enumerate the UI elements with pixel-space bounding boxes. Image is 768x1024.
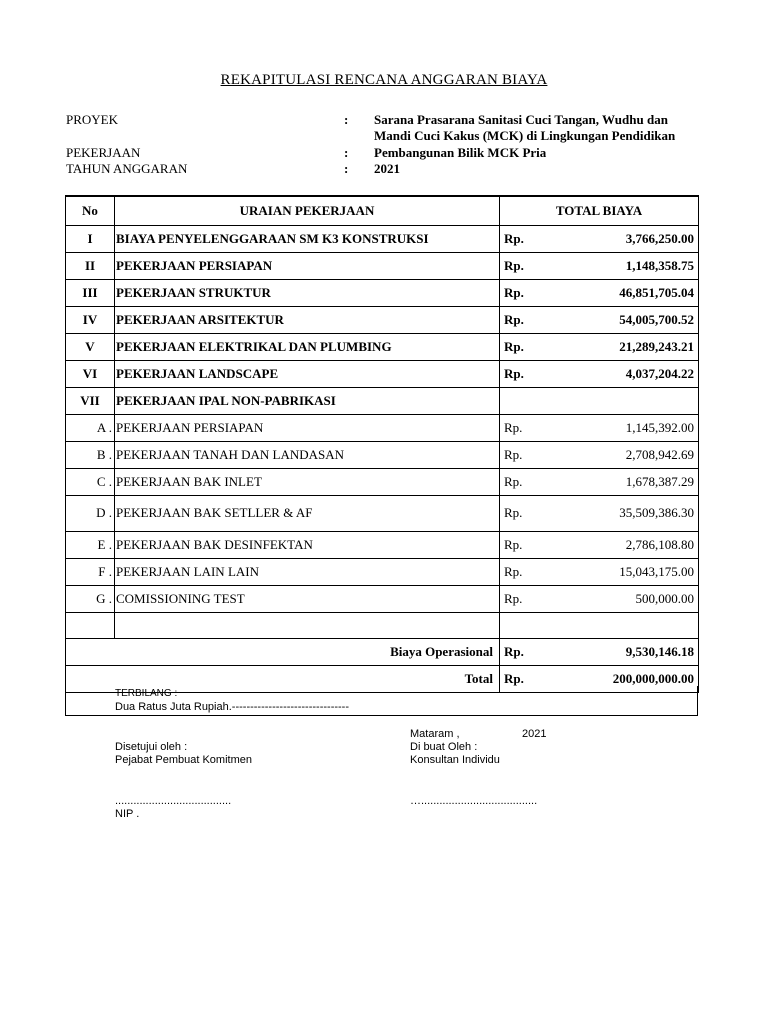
table-row [66, 306, 699, 333]
pekerjaan-colon: : [344, 145, 349, 160]
row-desc: PEKERJAAN ELEKTRIKAL DAN PLUMBING [115, 333, 500, 360]
row-rp: Rp. [500, 360, 550, 387]
approved-by-label: Disetujui oleh : [115, 741, 188, 753]
total-rp: Rp. [500, 665, 550, 692]
section-empty-total [500, 387, 699, 414]
sub-amount: 15,043,175.00 [550, 558, 699, 585]
sub-no: G . [66, 585, 115, 612]
row-desc: PEKERJAAN PERSIAPAN [115, 252, 500, 279]
row-rp: Rp. [500, 306, 550, 333]
sub-row [66, 414, 699, 441]
row-desc: PEKERJAAN ARSITEKTUR [115, 306, 500, 333]
row-desc: PEKERJAAN STRUKTUR [115, 279, 500, 306]
sub-desc: PEKERJAAN BAK DESINFEKTAN [115, 531, 500, 558]
proyek-colon: : [344, 112, 349, 127]
sub-amount: 1,145,392.00 [550, 414, 699, 441]
sub-no: D . [66, 495, 115, 531]
row-desc: PEKERJAAN LANDSCAPE [115, 360, 500, 387]
sub-row [66, 585, 699, 612]
row-amount: 3,766,250.00 [550, 225, 699, 252]
approver-title: Pejabat Pembuat Komitmen [115, 754, 252, 766]
section-row [66, 387, 699, 414]
sub-amount: 500,000.00 [550, 585, 699, 612]
header-no: No [66, 196, 115, 225]
sub-amount: 2,786,108.80 [550, 531, 699, 558]
row-rp: Rp. [500, 333, 550, 360]
sub-row [66, 441, 699, 468]
empty-cell-no [66, 612, 115, 638]
sub-amount: 35,509,386.30 [550, 495, 699, 531]
sub-no: A . [66, 414, 115, 441]
signature-place: Mataram , [410, 728, 460, 740]
terbilang-box [65, 686, 698, 716]
row-no: II [66, 252, 115, 279]
proyek-value: Sarana Prasarana Sanitasi Cuci Tangan, Wudhu dan Mandi Cuci Kakus (MCK) di Lingkungan Pendidikan [374, 112, 676, 143]
maker-title: Konsultan Individu [410, 754, 500, 766]
proyek-label: PROYEK [66, 112, 119, 127]
row-amount: 21,289,243.21 [550, 333, 699, 360]
table-header-row [66, 196, 699, 225]
empty-row [66, 612, 699, 638]
row-no: V [66, 333, 115, 360]
header-total: TOTAL BIAYA [500, 196, 699, 225]
sub-row [66, 531, 699, 558]
sub-row [66, 468, 699, 495]
table-row [66, 225, 699, 252]
sub-row [66, 495, 699, 531]
row-no: I [66, 225, 115, 252]
total-amount: 200,000,000.00 [550, 665, 699, 692]
row-no: IV [66, 306, 115, 333]
section-desc: PEKERJAAN IPAL NON-PABRIKASI [115, 387, 500, 414]
row-desc: BIAYA PENYELENGGARAAN SM K3 KONSTRUKSI [115, 225, 500, 252]
biaya-operasional-row [66, 638, 699, 665]
sub-rp: Rp. [500, 468, 550, 495]
biaya-operasional-label: Biaya Operasional [66, 638, 500, 665]
table-row [66, 360, 699, 387]
sub-desc: PEKERJAAN BAK SETLLER & AF [115, 495, 500, 531]
sub-rp: Rp. [500, 558, 550, 585]
pekerjaan-label: PEKERJAAN [66, 145, 141, 160]
row-amount: 4,037,204.22 [550, 360, 699, 387]
terbilang-label: TERBILANG : [115, 688, 178, 699]
sub-desc: PEKERJAAN LAIN LAIN [115, 558, 500, 585]
header-uraian: URAIAN PEKERJAAN [115, 196, 500, 225]
signature-year: 2021 [522, 728, 547, 740]
sub-row [66, 558, 699, 585]
sub-rp: Rp. [500, 531, 550, 558]
sub-no: E . [66, 531, 115, 558]
biaya-operasional-rp: Rp. [500, 638, 550, 665]
terbilang-text: Dua Ratus Juta Rupiah.-------------------------------- [115, 701, 350, 713]
row-no: III [66, 279, 115, 306]
approver-signature-line: ...................................... [115, 795, 232, 807]
row-no: VI [66, 360, 115, 387]
sub-amount: 2,708,942.69 [550, 441, 699, 468]
row-rp: Rp. [500, 225, 550, 252]
row-rp: Rp. [500, 252, 550, 279]
tahun-colon: : [344, 161, 349, 176]
sub-no: B . [66, 441, 115, 468]
sub-rp: Rp. [500, 495, 550, 531]
sub-amount: 1,678,387.29 [550, 468, 699, 495]
row-rp: Rp. [500, 279, 550, 306]
document-title: REKAPITULASI RENCANA ANGGARAN BIAYA [220, 72, 548, 88]
table-row [66, 333, 699, 360]
made-by-label: Di buat Oleh : [410, 741, 478, 753]
sub-no: F . [66, 558, 115, 585]
nip-label: NIP . [115, 808, 140, 820]
sub-desc: COMISSIONING TEST [115, 585, 500, 612]
biaya-operasional-amount: 9,530,146.18 [550, 638, 699, 665]
empty-cell-desc [115, 612, 500, 638]
total-label: Total [66, 665, 500, 692]
empty-cell-total [500, 612, 699, 638]
maker-signature-line: …...................................... [410, 795, 538, 807]
table-row [66, 252, 699, 279]
sub-rp: Rp. [500, 585, 550, 612]
tahun-label: TAHUN ANGGARAN [66, 161, 188, 176]
sub-desc: PEKERJAAN BAK INLET [115, 468, 500, 495]
sub-rp: Rp. [500, 441, 550, 468]
tahun-value: 2021 [374, 161, 400, 176]
row-amount: 54,005,700.52 [550, 306, 699, 333]
sub-desc: PEKERJAAN PERSIAPAN [115, 414, 500, 441]
sub-no: C . [66, 468, 115, 495]
row-amount: 46,851,705.04 [550, 279, 699, 306]
table-row [66, 279, 699, 306]
row-amount: 1,148,358.75 [550, 252, 699, 279]
section-no: VII [66, 387, 115, 414]
pekerjaan-value: Pembangunan Bilik MCK Pria [374, 145, 704, 161]
sub-rp: Rp. [500, 414, 550, 441]
rab-table [65, 195, 699, 693]
sub-desc: PEKERJAAN TANAH DAN LANDASAN [115, 441, 500, 468]
